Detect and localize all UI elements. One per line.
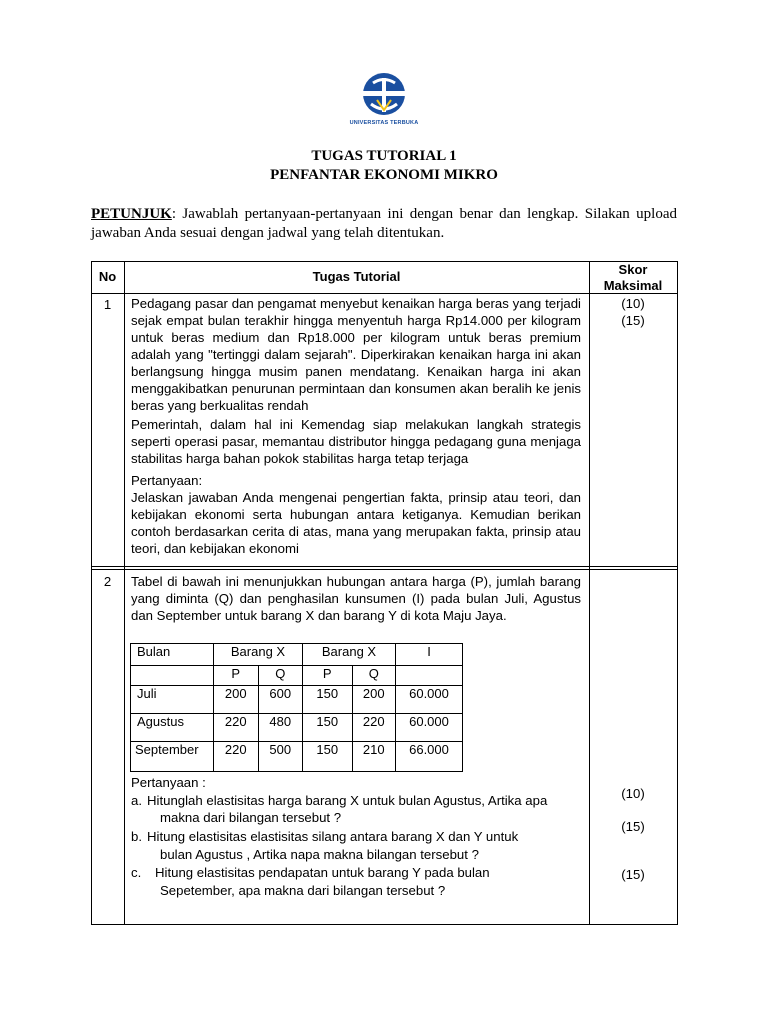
data-qx: 500 [258, 742, 303, 772]
data-col-income: I [396, 644, 463, 666]
data-sub-p2: P [303, 666, 353, 686]
data-col-month: Bulan [131, 644, 214, 666]
data-qx: 600 [258, 686, 303, 714]
header-no: No [98, 269, 117, 284]
data-sub-income-empty [396, 666, 463, 686]
row1-score-2: (15) [621, 313, 645, 328]
row1-question-label: Pertanyaan: [131, 473, 203, 488]
data-sub-empty [131, 666, 214, 686]
data-sub-q1: Q [258, 666, 303, 686]
table-row [131, 714, 463, 742]
row2-number: 2 [103, 574, 112, 589]
table-border-left [91, 261, 92, 925]
row1-score-1: (10) [621, 296, 645, 311]
instructions-text: : Jawablah pertanyaan-pertanyaan ini dengan benar dan lengkap. Silakan upload jawaban Anda sesuai dengan jadwal yang telah ditentukan. [91, 206, 677, 241]
data-col-goods-y: Barang X [303, 644, 396, 666]
table-col-divider-2 [589, 261, 590, 925]
data-col-goods-x: Barang X [214, 644, 303, 666]
data-income: 66.000 [396, 742, 463, 772]
table-row [131, 686, 463, 714]
table-row [131, 742, 463, 772]
data-py: 150 [303, 714, 353, 742]
data-qy: 200 [352, 686, 395, 714]
data-sub-q2: Q [352, 666, 395, 686]
header-score-line2: Maksimal [603, 278, 663, 293]
header-task: Tugas Tutorial [312, 269, 401, 284]
data-px: 200 [214, 686, 259, 714]
data-month: Agustus [131, 714, 214, 742]
question-c-line1: Hitung elastisitas pendapatan untuk barang Y pada bulan [155, 865, 490, 880]
question-b-line2: bulan Agustus , Artika napa makna bilangan tersebut ? [160, 847, 479, 862]
data-px: 220 [214, 714, 259, 742]
data-px: 220 [214, 742, 259, 772]
row1-paragraph-1: Pedagang pasar dan pengamat menyebut kenaikan harga beras yang terjadi sejak empat bulan terakhir hingga menyentuh harga Rp14.000 per kilogram untuk beras medium dan Rp18.000 per kilogram untuk beras premium adalah yang "tertinggi dalam sejarah". Diperkirakan kenaikan harga ini akan berlangsung hingga musim panen mendatang. Kenaikan harga ini akan menggakibatkan penurunan permintaan dan konsumen akan beralih ke jenis beras yang berkualitas rendah [131, 296, 581, 413]
row1-number: 1 [103, 297, 112, 312]
row1-paragraph-2: Pemerintah, dalam hal ini Kemendag siap melakukan langkah strategis seperti operasi pasar, memantau distributor hingga pedagang guna menjaga stabilitas harga bahan pokok stabilitas harga tetap terjaga [131, 417, 581, 466]
data-table [130, 643, 463, 772]
question-a-line2: makna dari bilangan tersebut ? [160, 810, 342, 825]
instructions [91, 205, 677, 243]
row2-score-b: (15) [621, 819, 645, 834]
row2-score-c: (15) [621, 867, 645, 882]
question-a-line1: Hitunglah elastisitas harga barang X untuk bulan Agustus, Artika apa [147, 793, 548, 808]
data-month: September [131, 742, 214, 772]
logo-text: UNIVERSITAS TERBUKA [349, 120, 419, 126]
row1-question: Jelaskan jawaban Anda mengenai pengertian fakta, prinsip atau teori, dan kebijakan ekonomi serta hubungan antara ketiganya. Kemudian berikan contoh berdasarkan cerita di atas, mana yang merupakan fakta, prinsip atau teori, dan kebijakan ekonomi [131, 490, 581, 556]
instructions-label: PETUNJUK [91, 206, 172, 222]
header-score-line1: Skor [618, 262, 648, 277]
table-border-right [677, 261, 678, 925]
question-b-prefix: b. [131, 829, 142, 844]
row2-score-a: (10) [621, 786, 645, 801]
question-a-prefix: a. [131, 793, 142, 808]
table-col-divider-1 [124, 261, 125, 925]
question-c-line2: Sepetember, apa makna dari bilangan tersebut ? [160, 883, 446, 898]
question-c-prefix: c. [131, 865, 142, 880]
data-py: 150 [303, 686, 353, 714]
data-qy: 210 [352, 742, 395, 772]
data-qy: 220 [352, 714, 395, 742]
data-income: 60.000 [396, 714, 463, 742]
data-month: Juli [131, 686, 214, 714]
document-subtitle: PENFANTAR EKONOMI MIKRO [270, 167, 498, 183]
data-sub-p1: P [214, 666, 259, 686]
document-title: TUGAS TUTORIAL 1 [311, 148, 457, 164]
data-income: 60.000 [396, 686, 463, 714]
row2-intro: Tabel di bawah ini menunjukkan hubungan antara harga (P), jumlah barang yang diminta (Q) dan penghasilan kunsumen (I) pada bulan Juli, Agustus dan September untuk barang X dan barang Y di kota Maju Jaya. [131, 574, 581, 623]
row2-question-label: Pertanyaan : [131, 775, 206, 790]
question-b-line1: Hitung elastisitas elastisitas silang antara barang X dan Y untuk [147, 829, 519, 844]
data-qx: 480 [258, 714, 303, 742]
data-py: 150 [303, 742, 353, 772]
